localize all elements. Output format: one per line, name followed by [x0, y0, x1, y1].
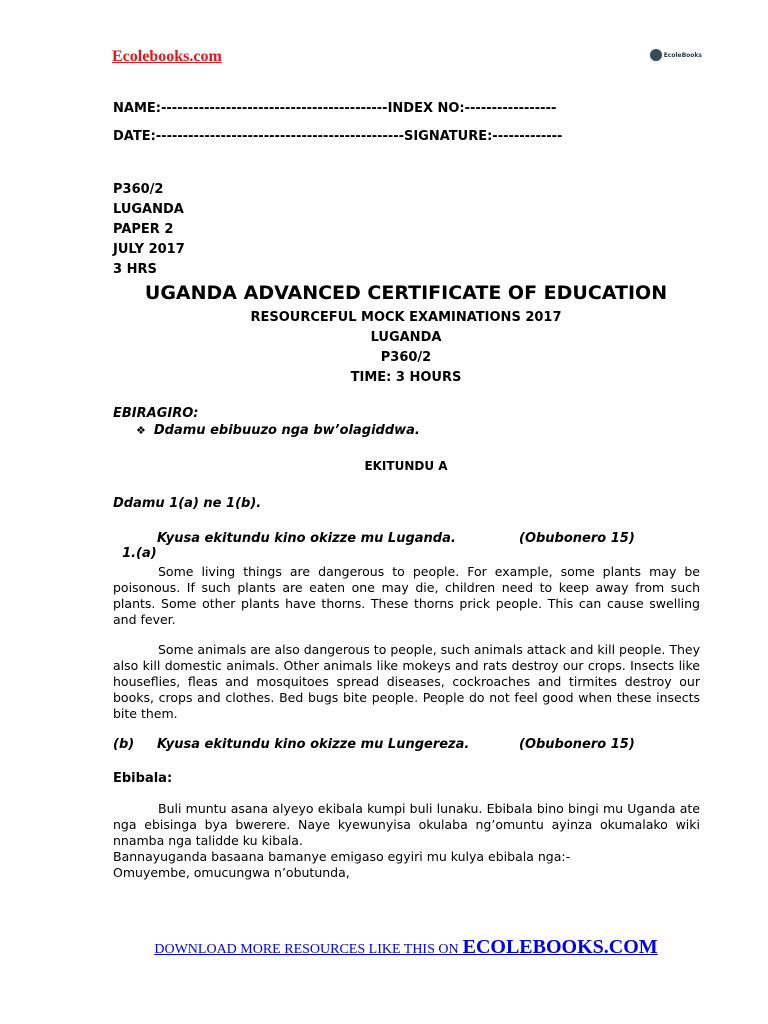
- q1b-text: Kyusa ekitundu kino okizze mu Lungereza.: [157, 737, 470, 752]
- footer-site: ECOLEBOOKS.COM: [462, 936, 658, 958]
- footer-prefix: DOWNLOAD MORE RESOURCES LIKE THIS ON: [154, 942, 459, 957]
- q1a-label: 1.(a): [122, 546, 157, 561]
- logo-circle-icon: [650, 49, 662, 61]
- instruction-bullet: [136, 423, 420, 438]
- exam-code: P360/2: [380, 350, 432, 365]
- diamond-bullet-icon: ❖: [136, 424, 146, 437]
- logo-text: EcoleBooks: [663, 51, 702, 59]
- date-signature-line: DATE:----------------------------------------------SIGNATURE:-------------: [113, 129, 563, 144]
- q1b-marks: (Obubonero 15): [519, 737, 635, 752]
- paper-date: JULY 2017: [113, 242, 185, 257]
- paragraph-3-line2: Bannayuganda basaana bamanye emigaso egyiri mu kulya ebibala nga:-: [113, 849, 571, 864]
- name-index-line: NAME:------------------------------------------INDEX NO:-----------------: [113, 101, 557, 116]
- paper-number: PAPER 2: [113, 222, 174, 237]
- paragraph-3-line3: Omuyembe, omucungwa n’obutunda,: [113, 865, 350, 880]
- instructions-heading: EBIRAGIRO:: [113, 406, 199, 421]
- ebibala-heading: Ebibala:: [113, 771, 173, 786]
- paragraph-2: Some animals are also dangerous to people, such animals attack and kill people. They also kill domestic animals. Other animals like mokeys and rats destroy our crops. Insects like houseflies, fleas and mosquitoes spread diseases, cockroaches and tirmites destroy our books, crops and clothes. Bed bugs bite people. People do not feel good when these insects bite them.: [113, 642, 700, 721]
- paragraph-1: Some living things are dangerous to people. For example, some plants may be poisonous. If such plants are eaten one may die, children need to keep away from such plants. Some other plants have thorns. These thorns prick people. This can cause swelling and fever.: [113, 564, 700, 627]
- paper-subject: LUGANDA: [113, 202, 184, 217]
- instruction-text: Ddamu ebibuuzo nga bw’olagiddwa.: [153, 423, 420, 438]
- q1b-label: (b): [113, 737, 135, 752]
- main-title: UGANDA ADVANCED CERTIFICATE OF EDUCATION: [144, 282, 668, 304]
- question-1a: [113, 531, 157, 561]
- meta-block: [113, 180, 185, 280]
- ecolebooks-logo: [650, 47, 702, 63]
- section-heading: EKITUNDU A: [364, 459, 448, 473]
- paper-duration: 3 HRS: [113, 262, 157, 277]
- q1a-text: Kyusa ekitundu kino okizze mu Luganda.: [157, 531, 456, 546]
- exam-subject: LUGANDA: [370, 330, 442, 345]
- exam-time: TIME: 3 HOURS: [350, 370, 462, 385]
- paper-code: P360/2: [113, 182, 164, 197]
- paragraph-3: Buli muntu asana alyeyo ekibala kumpi buli lunaku. Ebibala bino bingi mu Uganda ate nga ebisinga bya bwerere. Naye kyewunyisa okulaba ng’omuntu ayinza okumalako wiki nnamba nga talidde ku kibala.: [113, 801, 700, 848]
- footer-download-link[interactable]: [0, 936, 768, 959]
- section-directive: Ddamu 1(a) ne 1(b).: [113, 496, 262, 511]
- exam-title: RESOURCEFUL MOCK EXAMINATIONS 2017: [250, 310, 562, 325]
- site-link[interactable]: Ecolebooks.com: [112, 48, 222, 65]
- q1a-marks: (Obubonero 15): [519, 531, 635, 546]
